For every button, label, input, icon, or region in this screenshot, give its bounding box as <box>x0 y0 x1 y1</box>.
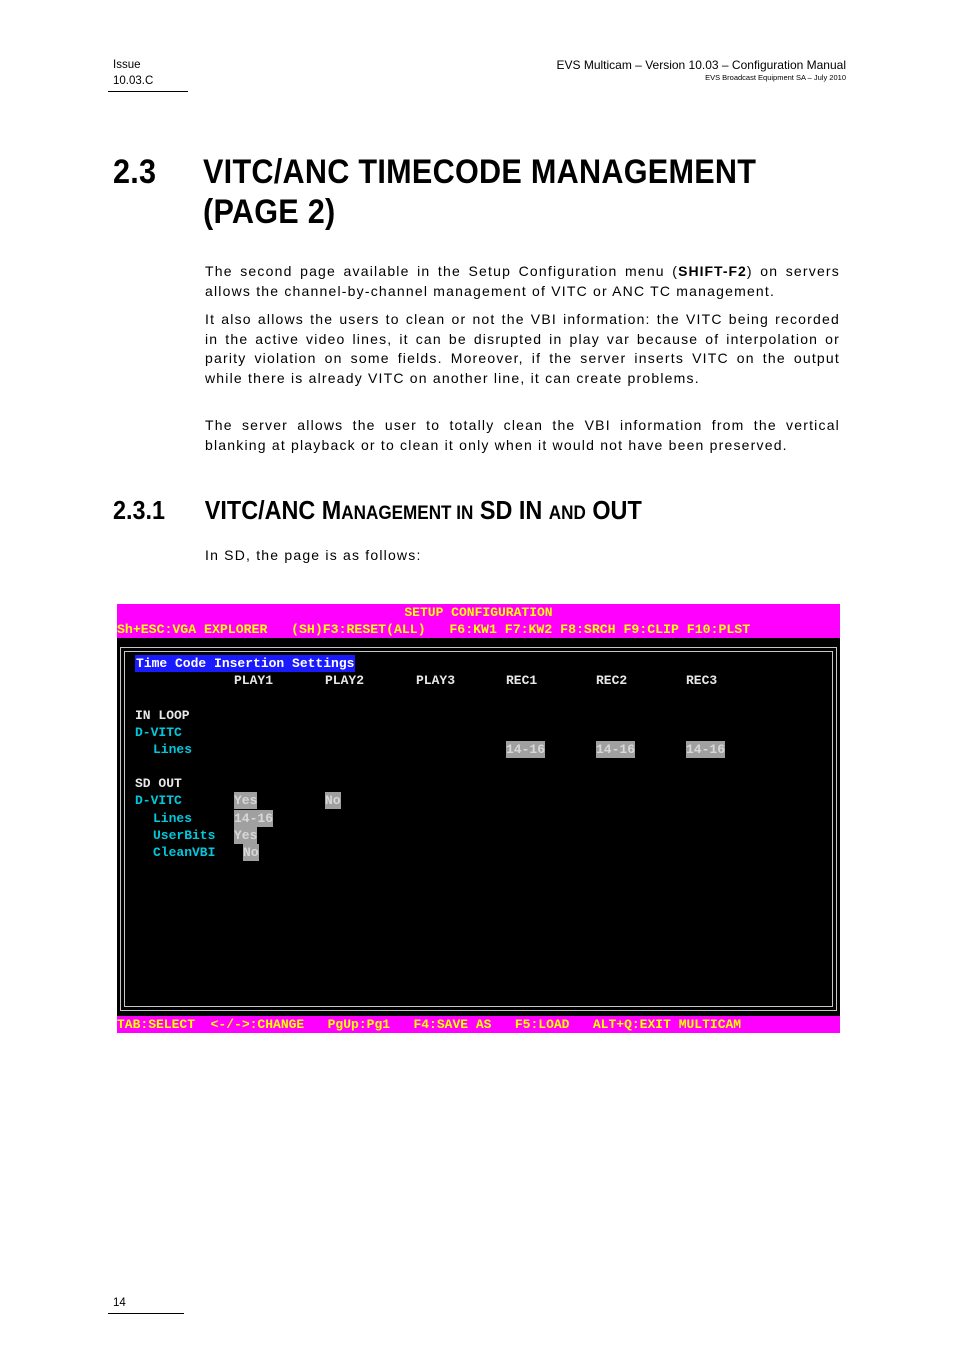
col-rec3: REC3 <box>686 673 718 688</box>
in-loop-label: IN LOOP <box>135 708 190 723</box>
paragraph-2: It also allows the users to clean or not the VBI information: the VITC being recorded in the active video lines, it can be disrupted in play var because of interpolation or parity violation on some fields. Moreover, if the server inserts VITC on the output while there is already VITC on another line, it can create problems. <box>205 311 840 386</box>
play1-dvitc-value[interactable]: Yes <box>234 793 258 808</box>
issue-number: 10.03.C <box>113 75 154 87</box>
st-part5: OUT <box>585 495 642 525</box>
in-loop-dvitc-label: D-VITC <box>135 725 182 740</box>
setup-configuration-screenshot <box>117 604 840 1033</box>
section-title-line1: VITC/ANC TIMECODE MANAGEMENT <box>203 153 757 191</box>
paragraph-4: In SD, the page is as follows: <box>205 547 422 563</box>
issue-block <box>113 57 153 89</box>
terminal-function-keys: Sh+ESC:VGA EXPLORER (SH)F3:RESET(ALL) F6:KW1 F7:KW2 F8:SRCH F9:CLIP F10:PLST <box>117 621 840 638</box>
page-number: 14 <box>113 1297 126 1309</box>
col-rec1: REC1 <box>506 673 538 688</box>
rec3-lines-value[interactable]: 14-16 <box>686 742 726 757</box>
col-play3: PLAY3 <box>416 673 456 688</box>
sd-out-label: SD OUT <box>135 776 182 791</box>
section-title <box>203 152 779 232</box>
section-number: 2.3 <box>113 153 157 191</box>
play1-userbits-value[interactable]: Yes <box>234 828 258 843</box>
panel-frame-inner <box>124 651 833 1007</box>
subsection-title <box>205 494 642 530</box>
section-title-line2: (PAGE 2) <box>203 193 336 231</box>
terminal-title-bar: SETUP CONFIGURATION <box>117 604 840 621</box>
subsection-number: 2.3.1 <box>113 495 166 525</box>
st-part2: ANAGEMENT IN <box>341 503 474 524</box>
paragraph-1 <box>205 262 840 301</box>
cleanvbi-label: CleanVBI <box>153 845 216 860</box>
header-rule <box>108 91 188 92</box>
company-line: EVS Broadcast Equipment SA – July 2010 <box>705 73 846 82</box>
st-part3: SD IN <box>473 495 549 525</box>
panel-title: Time Code Insertion Settings <box>136 656 355 671</box>
paragraph-3: The server allows the user to totally clean the VBI information from the vertical blanking at playback or to clean it only when it would not have been preserved. <box>205 417 840 453</box>
p1-text-a: The second page available in the Setup Configuration menu ( <box>205 263 679 279</box>
footer-rule <box>108 1313 184 1314</box>
in-loop-lines-label: Lines <box>153 742 193 757</box>
play1-lines-value[interactable]: 14-16 <box>234 811 274 826</box>
p1-keyword: SHIFT-F2 <box>678 263 747 279</box>
userbits-label: UserBits <box>153 828 216 843</box>
sd-out-lines-label: Lines <box>153 811 193 826</box>
col-rec2: REC2 <box>596 673 628 688</box>
rec2-lines-value[interactable]: 14-16 <box>596 742 636 757</box>
play2-dvitc-value[interactable]: No <box>325 793 341 808</box>
sd-out-dvitc-label: D-VITC <box>135 793 182 808</box>
p1-text-b: ) on servers allows the channel-by-channel management of VITC or ANC TC management. <box>205 263 840 299</box>
col-play1: PLAY1 <box>234 673 274 688</box>
manual-title: EVS Multicam – Version 10.03 – Configuration Manual <box>556 58 846 72</box>
rec1-lines-value[interactable]: 14-16 <box>506 742 546 757</box>
st-part4: AND <box>548 503 586 524</box>
terminal-bottom-bar: TAB:SELECT <-/->:CHANGE PgUp:Pg1 F4:SAVE AS F5:LOAD ALT+Q:EXIT MULTICAM <box>117 1016 840 1033</box>
issue-label: Issue <box>113 59 141 71</box>
st-part1: VITC/ANC M <box>204 495 342 525</box>
manual-info <box>557 57 847 83</box>
play1-cleanvbi-value[interactable]: No <box>243 845 259 860</box>
col-play2: PLAY2 <box>325 673 365 688</box>
